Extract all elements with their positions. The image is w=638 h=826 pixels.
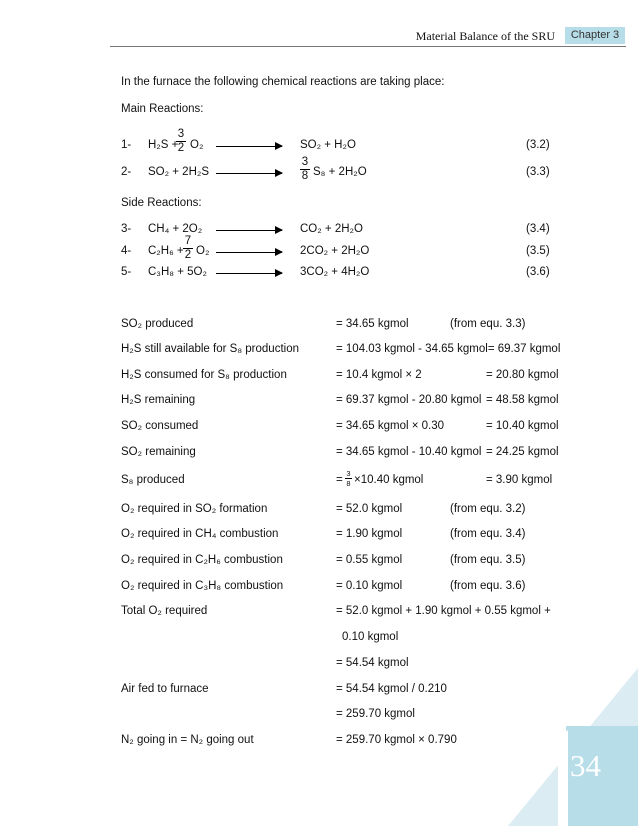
row-value: = 259.70 kgmol (336, 708, 415, 720)
row-note: = 20.80 kgmol (486, 369, 559, 381)
row-label: O₂ required in C₃H₈ combustion (121, 580, 284, 592)
row-note: (from equ. 3.3) (450, 318, 526, 330)
row-value: = 0.10 kgmol (336, 580, 403, 592)
reaction-left: CH₄ + 2O₂ (148, 223, 203, 235)
row-value: = 34.65 kgmol - 10.40 kgmol (336, 446, 482, 458)
row-value: = 54.54 kgmol / 0.210 (336, 683, 447, 695)
corner-decoration (318, 626, 638, 826)
equation-number: (3.2) (526, 139, 550, 151)
row-label: O₂ required in C₂H₆ combustion (121, 554, 283, 566)
reaction-right: CO₂ + 2H₂O (300, 223, 363, 235)
reaction-right: 3CO₂ + 4H₂O (300, 266, 370, 278)
row-value: = 69.37 kgmol - 20.80 kgmol (336, 394, 482, 406)
row-value: ×10.40 kgmol (354, 474, 424, 486)
reaction-number: 2- (121, 166, 132, 178)
row-label: SO₂ produced (121, 318, 194, 330)
row-value-prefix: = (336, 474, 343, 486)
row-note: (from equ. 3.4) (450, 528, 526, 540)
row-note: = 10.40 kgmol (486, 420, 559, 432)
row-label: O₂ required in CH₄ combustion (121, 528, 279, 540)
fraction: $\frac{3}{2}$ (177, 128, 185, 154)
reaction-arrow (216, 273, 282, 274)
row-label: H₂S remaining (121, 394, 196, 406)
equation-number: (3.4) (526, 223, 550, 235)
row-label: N₂ going in = N₂ going out (121, 734, 254, 746)
row-label: O₂ required in SO₂ formation (121, 503, 268, 515)
row-value: = 54.54 kgmol (336, 657, 409, 669)
row-value: = 104.03 kgmol - 34.65 kgmol= 69.37 kgmol (336, 343, 561, 355)
row-value: = 34.65 kgmol (336, 318, 409, 330)
header-title: Material Balance of the SRU (415, 29, 555, 43)
row-value: = 10.4 kgmol × 2 (336, 369, 422, 381)
reaction-number: 5- (121, 266, 132, 278)
row-label: H₂S consumed for S₈ production (121, 369, 287, 381)
reaction-arrow (216, 230, 282, 231)
row-label: SO₂ remaining (121, 446, 196, 458)
fraction: $\frac{7}{2}$ (184, 235, 192, 261)
reaction-right: SO₂ + H₂O (300, 139, 356, 151)
equation-number: (3.5) (526, 245, 550, 257)
reaction-left: C₃H₈ + 5O₂ (148, 266, 207, 278)
row-value: = 34.65 kgmol × 0.30 (336, 420, 445, 432)
header-rule (110, 46, 626, 47)
row-note: (from equ. 3.2) (450, 503, 526, 515)
equation-number: (3.3) (526, 166, 550, 178)
row-label: SO₂ consumed (121, 420, 199, 432)
row-note: = 48.58 kgmol (486, 394, 559, 406)
reaction-number: 4- (121, 245, 132, 257)
row-label: S₈ produced (121, 474, 185, 486)
reaction-number: 3- (121, 223, 132, 235)
equation-number: (3.6) (526, 266, 550, 278)
reaction-arrow (216, 252, 282, 253)
chapter-badge: Chapter 3 (565, 27, 625, 44)
row-note: (from equ. 3.5) (450, 554, 526, 566)
intro-text: In the furnace the following chemical reactions are taking place: (121, 76, 445, 88)
row-value: = 0.55 kgmol (336, 554, 403, 566)
row-value: 0.10 kgmol (342, 631, 399, 643)
reaction-number: 1- (121, 139, 132, 151)
reaction-arrow (216, 146, 282, 147)
row-note: (from equ. 3.6) (450, 580, 526, 592)
reaction-left: H₂S + (148, 139, 179, 151)
reaction-left: SO₂ + 2H₂S (148, 166, 210, 178)
reaction-left-o2: O₂ (196, 245, 210, 257)
row-label: H₂S still available for S₈ production (121, 343, 299, 355)
fraction: $\frac{3}{8}$ (346, 469, 351, 488)
row-value: = 52.0 kgmol (336, 503, 403, 515)
side-reactions-heading: Side Reactions: (121, 197, 202, 209)
row-label: Air fed to furnace (121, 683, 209, 695)
reaction-left-o2: O₂ (190, 139, 204, 151)
reaction-right: 2CO₂ + 2H₂O (300, 245, 370, 257)
reaction-left: C₂H₆ + (148, 245, 184, 257)
row-note: = 24.25 kgmol (486, 446, 559, 458)
fraction: $\frac{3}{8}$ (301, 156, 309, 182)
row-label: Total O₂ required (121, 605, 208, 617)
reaction-right: S₈ + 2H₂O (313, 166, 367, 178)
page-number: 34 (570, 748, 601, 783)
row-value: = 52.0 kgmol + 1.90 kgmol + 0.55 kgmol + (336, 605, 551, 617)
row-value: = 1.90 kgmol (336, 528, 403, 540)
main-reactions-heading: Main Reactions: (121, 103, 204, 115)
row-note: = 3.90 kgmol (486, 474, 553, 486)
row-value: = 259.70 kgmol × 0.790 (336, 734, 457, 746)
reaction-arrow (216, 173, 282, 174)
